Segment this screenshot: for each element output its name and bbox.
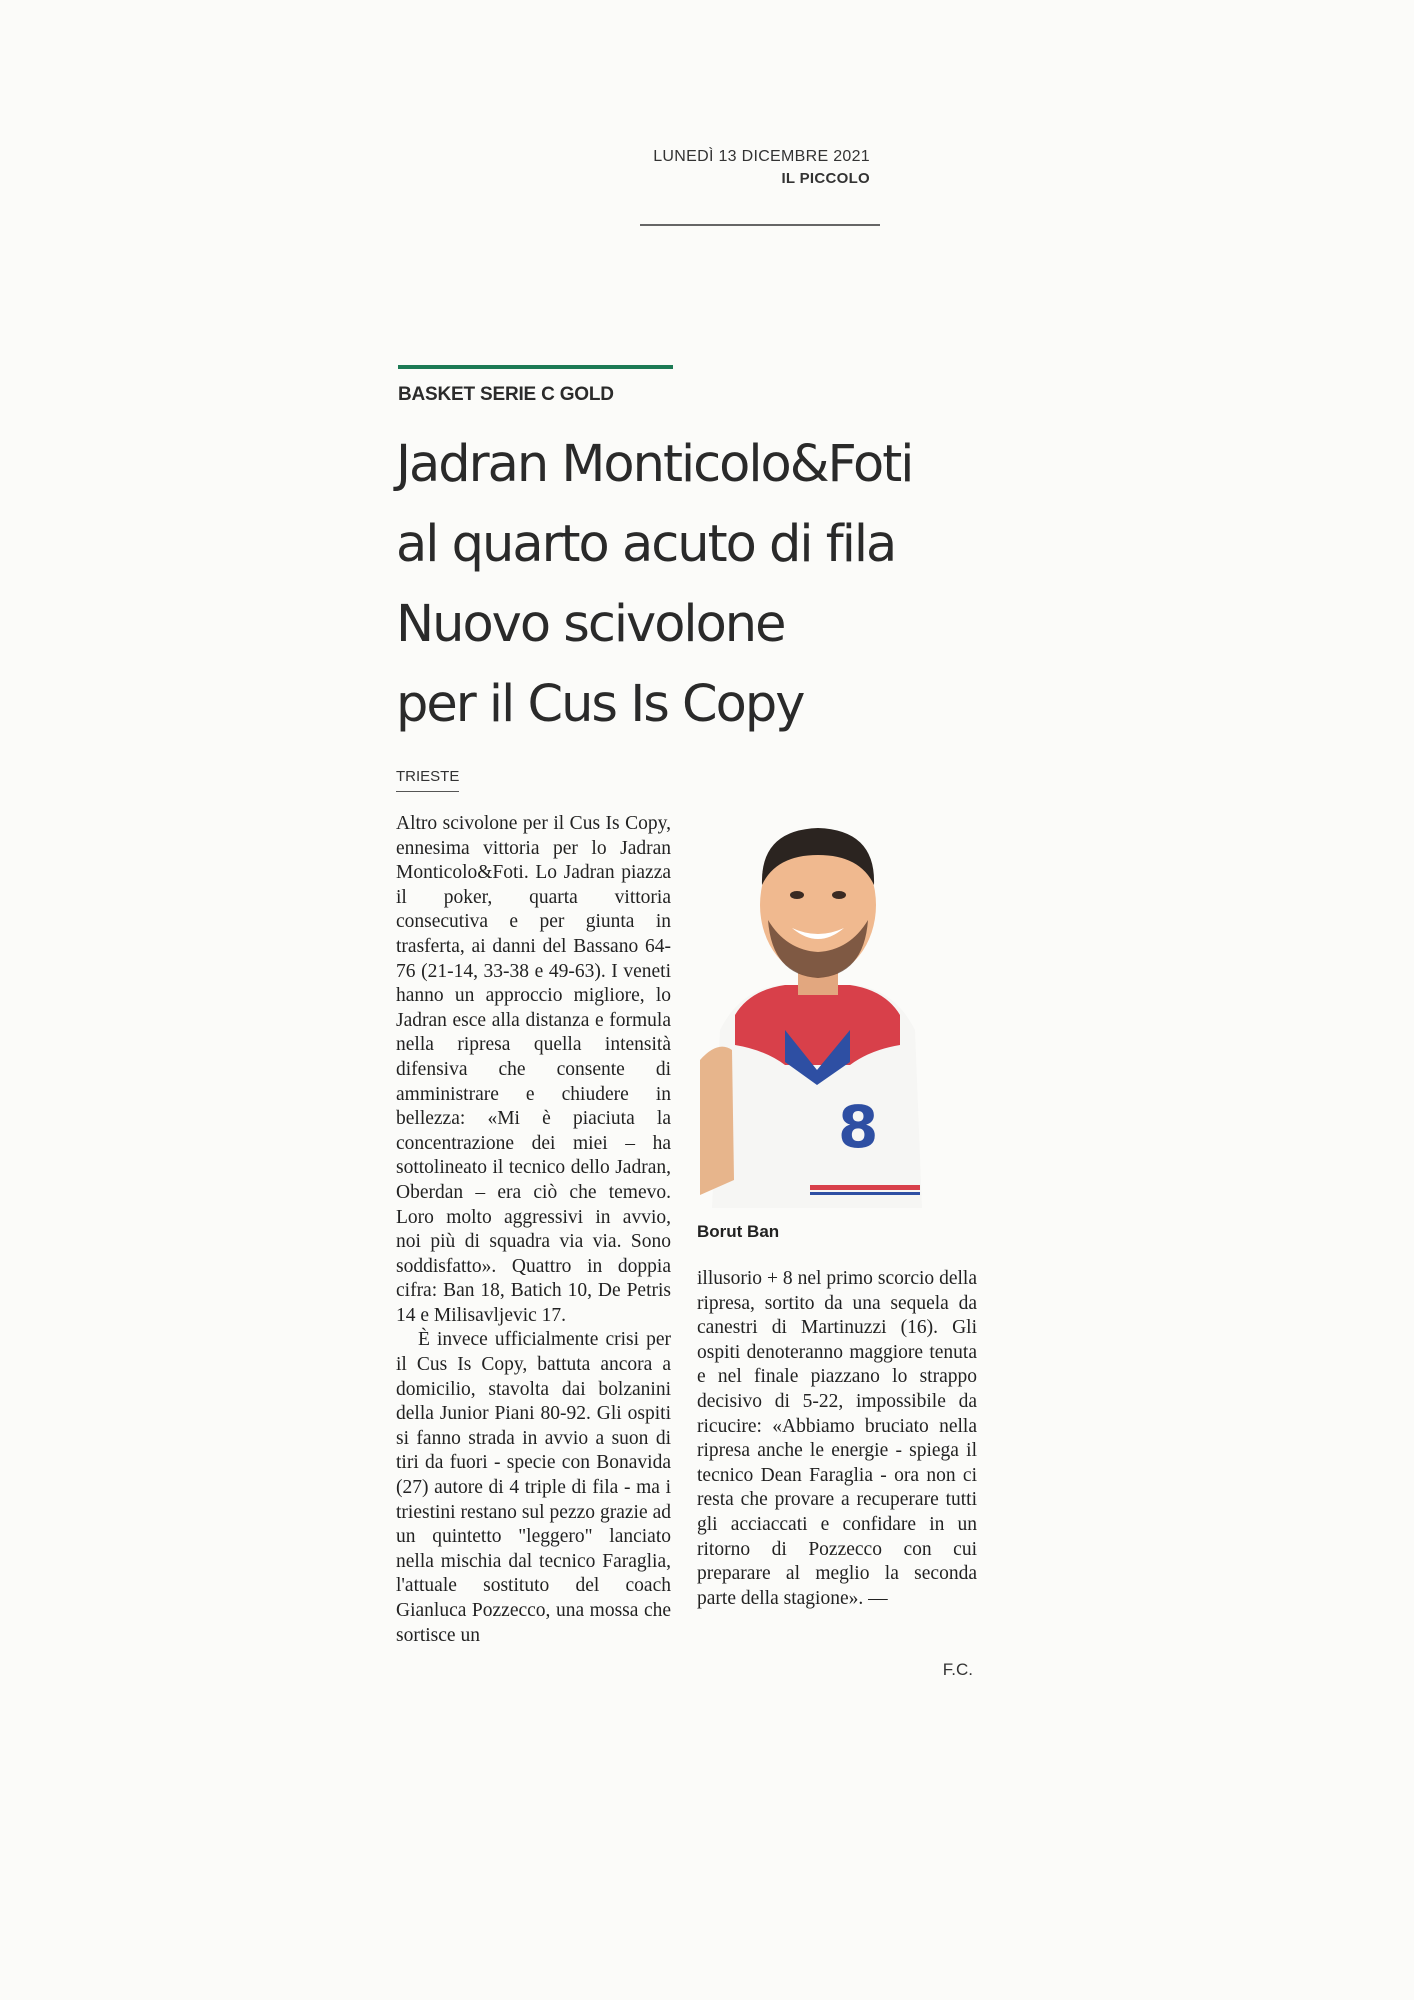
author-signature: F.C. xyxy=(942,1660,973,1679)
headline-line-4: per il Cus Is Copy xyxy=(396,675,804,734)
headline-line-2: al quarto acuto di fila xyxy=(396,515,896,574)
photo-caption: Borut Ban xyxy=(697,1222,780,1241)
headline-line-3: Nuovo scivolone xyxy=(396,595,785,654)
body-paragraph-2: È invece ufficialmente crisi per il Cus Is Copy, battuta ancora a domicilio, stavolta dai bolzanini della Junior Piani 80-92. Gli ospiti si fanno strada in avvio a suon di tiri da fuori - specie con Bonavida (27) autore di 4 triple di fila - ma i triestini restano sul pezzo grazie ad un quintetto "leggero" lanciato nella mischia dal tecnico Faraglia, l'attuale sostituto del coach Gianluca Pozzecco, una mossa che sortisce un xyxy=(396,1329,671,1646)
dateline: TRIESTE xyxy=(396,768,459,792)
headline xyxy=(396,425,1016,745)
masthead-paper-name: IL PICCOLO xyxy=(781,170,870,187)
player-photo xyxy=(700,800,935,1208)
masthead xyxy=(640,148,870,187)
masthead-divider xyxy=(640,224,880,226)
section-divider xyxy=(398,365,673,369)
jersey-number: 8 xyxy=(838,1093,879,1161)
body-paragraph-3: illusorio + 8 nel primo scorcio della ripresa, sortito da una sequela da canestri di Martinuzzi (16). Gli ospiti denoteranno maggiore tenuta e nel finale piazzano lo strappo decisivo di 5-22, impossibile da ricucire: «Abbiamo bruciato nella ripresa anche le energie - spiega il tecnico Dean Faraglia - ora non ci resta che provare a recuperare tutti gli acciaccati e confidare in un ritorno di Pozzecco con cui preparare al meglio la seconda parte della stagione». — xyxy=(697,1268,977,1609)
article-column-2 xyxy=(697,1267,977,1611)
player-illustration xyxy=(700,800,935,1208)
section-label: BASKET SERIE C GOLD xyxy=(398,384,614,405)
body-paragraph-1: Altro scivolone per il Cus Is Copy, ennesima vittoria per lo Jadran Monticolo&Foti. Lo Jadran piazza il poker, quarta vittoria consecutiva e per giunta in trasferta, ai danni del Bassano 64-76 (21-14, 33-38 e 49-63). I veneti hanno un approccio migliore, lo Jadran esce alla distanza e formula nella ripresa quella intensità difensiva che consente di amministrare e chiudere in bellezza: «Mi è piaciuta la concentrazione dei miei – ha sottolineato il tecnico dello Jadran, Oberdan – era ciò che temevo. Loro molto aggressivi in avvio, noi più di squadra via via. Sono soddisfatto». Quattro in doppia cifra: Ban 18, Batich 10, De Petris 14 e Milisavljevic 17. xyxy=(396,813,671,1326)
headline-line-1: Jadran Monticolo&Foti xyxy=(396,435,913,494)
article-column-1 xyxy=(396,812,671,1648)
masthead-date: LUNEDÌ 13 DICEMBRE 2021 xyxy=(653,148,870,165)
